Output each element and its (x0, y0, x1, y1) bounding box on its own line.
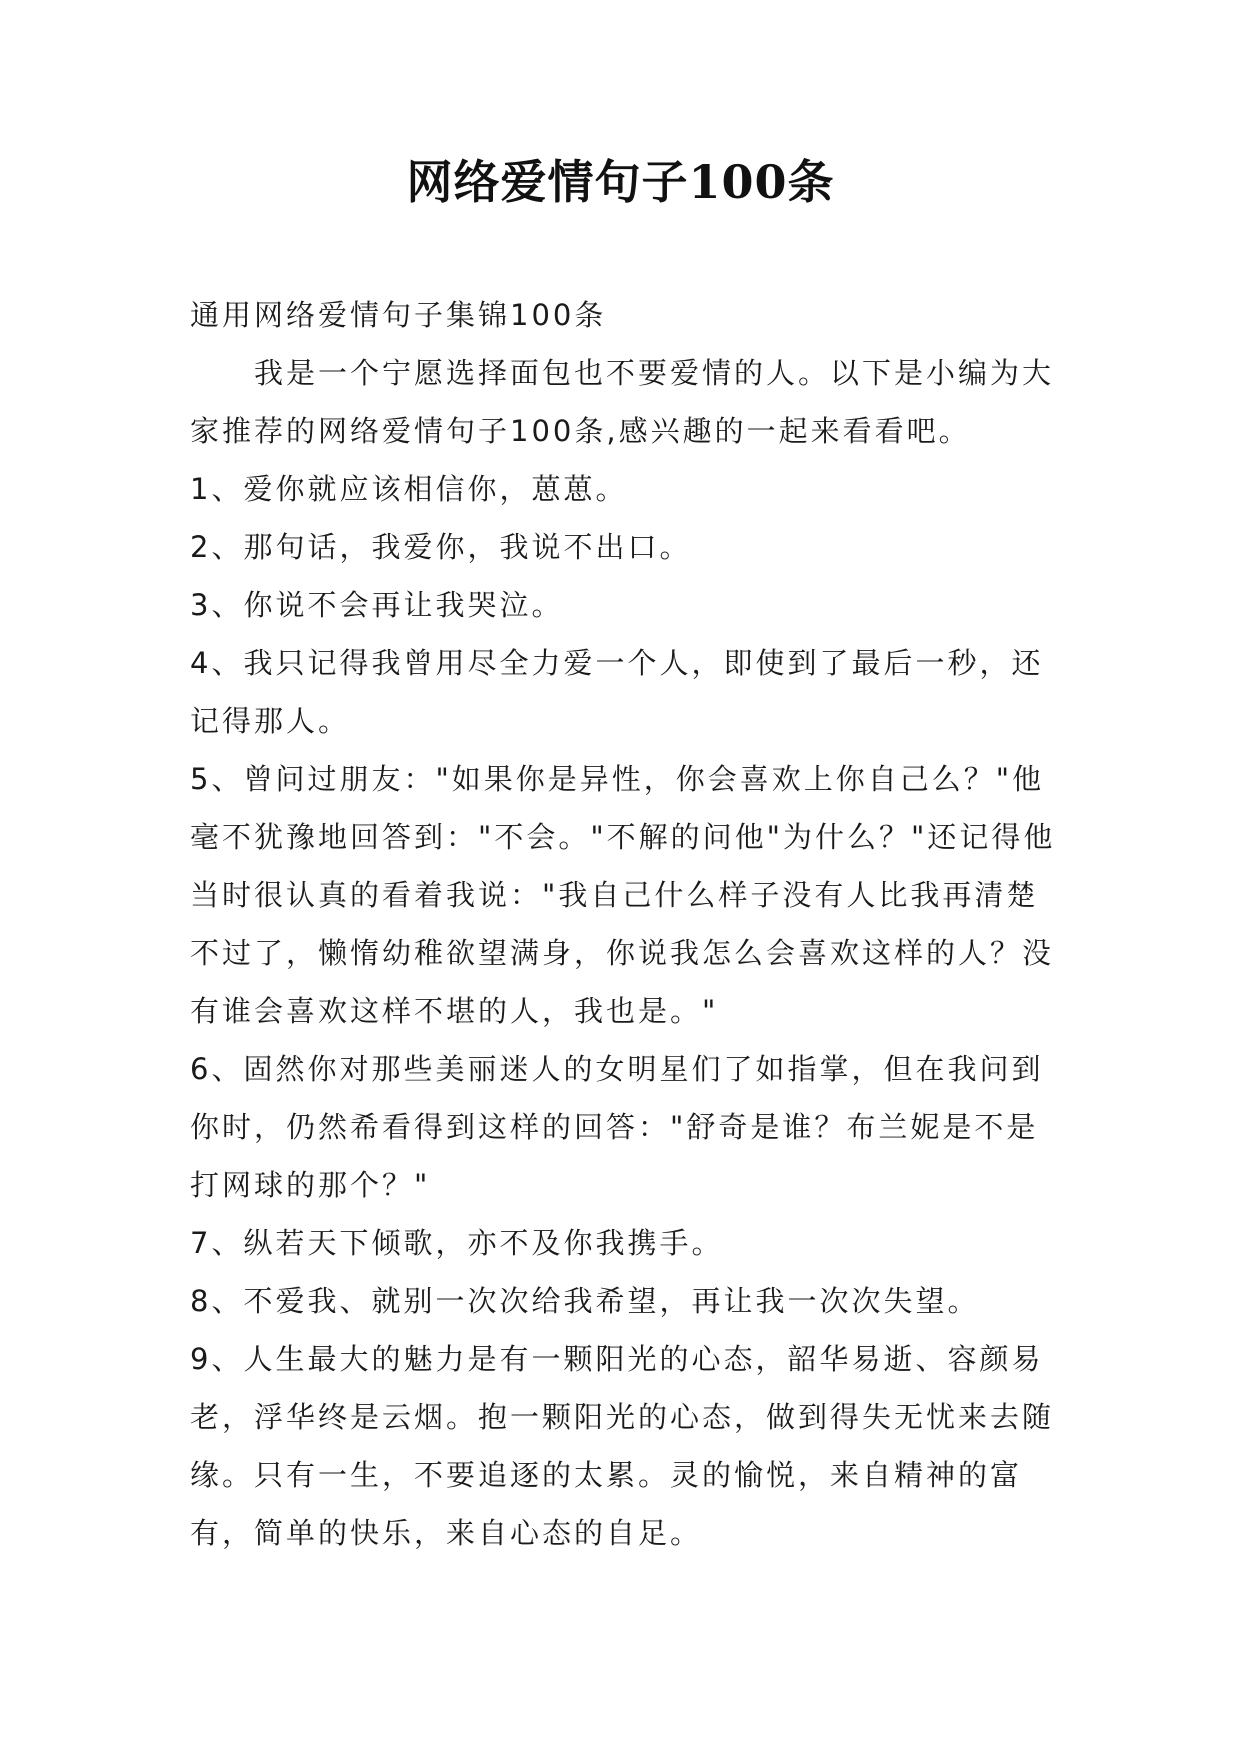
sentence-item-8: 8、不爱我、就别一次次给我希望，再让我一次次失望。 (190, 1284, 980, 1318)
sentence-item-2: 2、那句话，我爱你，我说不出口。 (190, 530, 692, 564)
subtitle-line: 通用网络爱情句子集锦100条 (190, 298, 607, 332)
document-body (190, 286, 1066, 1562)
intro-paragraph: 我是一个宁愿选择面包也不要爱情的人。以下是小编为大家推荐的网络爱情句子100条,感兴趣的一起来看看吧。 (190, 356, 1055, 448)
sentence-item-4: 4、我只记得我曾用尽全力爱一个人，即使到了最后一秒，还记得那人。 (190, 646, 1044, 738)
document-title: 网络爱情句子100条 (406, 155, 835, 209)
sentence-item-1: 1、爱你就应该相信你，葸葸。 (190, 472, 628, 506)
sentence-item-3: 3、你说不会再让我哭泣。 (190, 588, 564, 622)
sentence-item-6: 6、固然你对那些美丽迷人的女明星们了如指掌，但在我问到你时，仍然希看得到这样的回答："舒奇是谁？布兰妮是不是打网球的那个？" (190, 1052, 1044, 1202)
sentence-item-5: 5、曾问过朋友："如果你是异性，你会喜欢上你自己么？"他毫不犹豫地回答到："不会。"不解的问他"为什么？"还记得他当时很认真的看着我说："我自己什么样子没有人比我再清楚不过了，懒惰幼稚欲望满身，你说我怎么会喜欢这样的人？没有谁会喜欢这样不堪的人，我也是。" (190, 762, 1056, 1028)
sentence-item-9: 9、人生最大的魅力是有一颗阳光的心态，韶华易逝、容颜易老，浮华终是云烟。抱一颗阳光的心态，做到得失无忧来去随缘。只有一生，不要追逐的太累。灵的愉悦，来自精神的富有，简单的快乐，来自心态的自足。 (190, 1342, 1055, 1550)
sentence-item-7: 7、纵若天下倾歌，亦不及你我携手。 (190, 1226, 724, 1260)
